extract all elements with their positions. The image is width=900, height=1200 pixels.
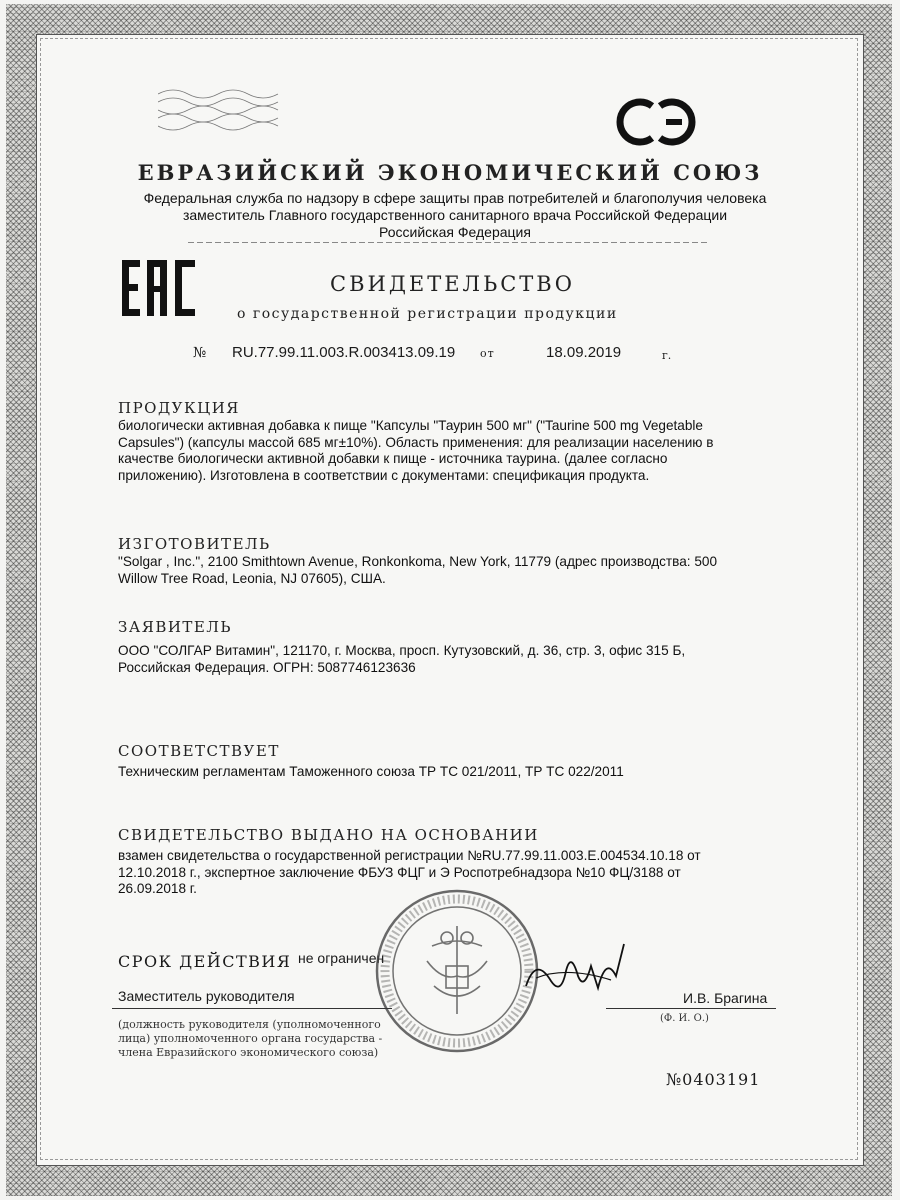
conformity-line: Техническим регламентам Таможенного союза ТР ТС 021/2011, ТР ТС 022/2011: [118, 764, 624, 779]
conformity-text: [118, 764, 778, 781]
signature-line: [112, 1008, 392, 1009]
basis-line: 26.09.2018 г.: [118, 881, 197, 896]
position-caption-line: лица) уполномоченного органа государства -: [118, 1032, 383, 1045]
certificate-subtitle: о государственной регистрации продукции: [237, 306, 618, 322]
divider: [188, 242, 708, 243]
registration-number: RU.77.99.11.003.R.003413.09.19: [232, 344, 456, 361]
fio-caption: (Ф. И. О.): [660, 1013, 709, 1024]
se-logo-icon: [614, 96, 700, 148]
basis-line: взамен свидетельства о государственной регистрации №RU.77.99.11.003.Е.004534.10.18 от: [118, 848, 701, 863]
manufacturer-line: "Solgar , Inc.", 2100 Smithtown Avenue, Ronkonkoma, New York, 11779 (адрес производства: 500: [118, 554, 718, 569]
product-heading: ПРОДУКЦИЯ: [118, 399, 240, 417]
product-line: качестве биологически активной добавки к пище - источника таурина. (далее согласно: [118, 451, 668, 466]
conformity-heading: СООТВЕТСТВУЕТ: [118, 742, 280, 760]
agency-line: заместитель Главного государственного санитарного врача Российской Федерации: [182, 207, 728, 223]
product-line: Capsules") (капсулы массой 685 мг±10%). Область применения: для реализации населению в: [118, 434, 714, 450]
agency-block: [110, 190, 800, 241]
signature-icon: [516, 936, 636, 1006]
manufacturer-line: Willow Tree Road, Leonia, NJ 07605), США.: [118, 570, 386, 586]
position-caption-line: (должность руководителя (уполномоченного: [118, 1018, 381, 1031]
manufacturer-heading: ИЗГОТОВИТЕЛЬ: [118, 535, 271, 553]
applicant-heading: ЗАЯВИТЕЛЬ: [118, 618, 233, 636]
guilloche-ornament-icon: [158, 86, 280, 132]
name-line: [606, 1008, 776, 1009]
manufacturer-text: [118, 554, 778, 587]
position-caption-line: члена Евразийского экономического союза): [118, 1046, 379, 1059]
basis-heading: СВИДЕТЕЛЬСТВО ВЫДАНО НА ОСНОВАНИИ: [118, 826, 539, 844]
year-abbr: г.: [662, 349, 672, 362]
number-label: №: [193, 345, 207, 361]
basis-line: 12.10.2018 г., экспертное заключение ФБУЗ ФЦГ и Э Роспотребнадзора №10 ФЦ/3188 от: [118, 864, 681, 880]
certificate-title: СВИДЕТЕЛЬСТВО: [330, 272, 575, 296]
eac-logo-icon: [120, 258, 200, 318]
validity-label: СРОК ДЕЙСТВИЯ: [118, 952, 292, 971]
position-caption: [118, 1018, 382, 1060]
applicant-line: ООО "СОЛГАР Витамин", 121170, г. Москва, просп. Кутузовский, д. 36, стр. 3, офис 315 Б,: [118, 643, 686, 658]
agency-line: Федеральная служба по надзору в сфере защиты прав потребителей и благополучия человека: [143, 190, 767, 206]
deputy-label: Заместитель руководителя: [118, 988, 295, 1004]
validity-value: не ограничен: [298, 950, 385, 966]
blank-number: №0403191: [666, 1070, 761, 1089]
product-text: [118, 418, 778, 484]
product-line: приложению). Изготовлена в соответствии с документами: спецификация продукта.: [118, 467, 650, 483]
product-line: биологически активная добавка к пище "Капсулы "Таурин 500 мг" ("Taurine 500 mg Vegetable: [118, 418, 703, 433]
registration-date: 18.09.2019: [546, 344, 622, 361]
agency-line: Российская Федерация: [379, 224, 531, 240]
applicant-text: [118, 643, 778, 676]
union-title: ЕВРАЗИЙСКИЙ ЭКОНОМИЧЕСКИЙ СОЮЗ: [137, 160, 763, 185]
from-label: от: [480, 347, 495, 360]
applicant-line: Российская Федерация. ОГРН: 5087746123636: [118, 659, 416, 675]
signer-name: И.В. Брагина: [683, 990, 768, 1006]
